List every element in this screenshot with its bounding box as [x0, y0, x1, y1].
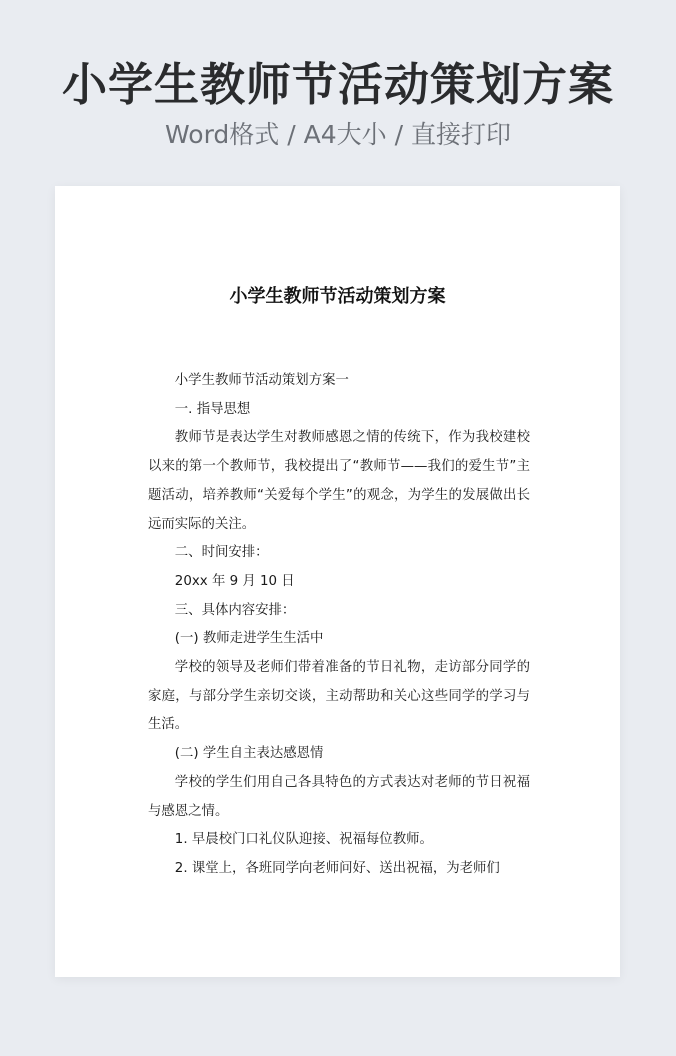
paragraph-section-2-heading: 二、时间安排：: [174, 545, 269, 561]
banner-subtitle: Word格式 / A4大小 / 直接打印: [165, 120, 511, 149]
paragraph-student-gratitude: 学校的学生们用自己各具特色的方式表达对老师的节日祝福与感恩之情。: [148, 774, 530, 819]
paragraph-item-1: 1. 早晨校门口礼仪队迎接、祝福每位教师。: [174, 832, 433, 848]
document-body: [148, 367, 530, 884]
paragraph-subsection-1-heading: (一) 教师走进学生生活中: [174, 631, 324, 647]
banner-title: 小学生教师节活动策划方案: [61, 58, 614, 111]
paragraph-item-2: 2. 课堂上，各班同学向老师问好、送出祝福，为老师们: [174, 860, 500, 876]
paragraph-subsection-2-heading: (二) 学生自主表达感恩情: [174, 746, 324, 762]
paragraph-section-1-heading: 一. 指导思想: [174, 401, 251, 417]
paragraph-section-3-heading: 三、具体内容安排：: [174, 602, 296, 618]
paragraph-date: 20xx 年 9 月 10 日: [174, 573, 295, 589]
document-title: 小学生教师节活动策划方案: [229, 286, 446, 307]
paragraph-guiding-idea: 教师节是表达学生对教师感恩之情的传统下，作为我校建校以来的第一个教师节，我校提出了“教师节——我们的爱生节”主题活动，培养教师“关爱每个学生”的观念，为学生的发展做出长远而实际的关注。: [148, 430, 530, 532]
paragraph-teacher-visits: 学校的领导及老师们带着准备的节日礼物，走访部分同学的家庭，与部分学生亲切交谈，主动帮助和关心这些同学的学习与生活。: [148, 660, 530, 733]
paragraph-doc-heading: 小学生教师节活动策划方案一: [174, 373, 349, 388]
document-page: [55, 186, 620, 977]
